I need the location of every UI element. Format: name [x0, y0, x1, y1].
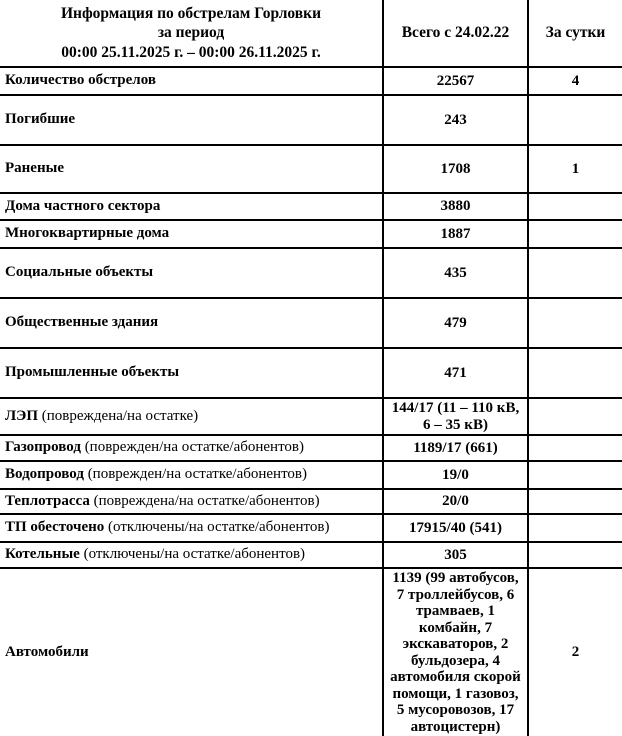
row-label [0, 461, 383, 489]
row-label-note: (повреждена/на остатке) [38, 407, 199, 424]
row-daily-value: 2 [528, 568, 622, 736]
row-label-text: Погибшие [5, 111, 76, 128]
row-label-text: Водопровод [5, 466, 84, 483]
table-row-boiler-houses [0, 542, 622, 568]
row-label-note: (поврежден/на остатке/абонентов) [83, 466, 308, 483]
row-label-note: (повреждена/на остатке/абонентов) [89, 492, 320, 509]
row-label [0, 248, 383, 298]
row-label-text: Дома частного сектора [5, 197, 161, 214]
row-label-text: Общественные здания [5, 314, 159, 331]
row-total-value: 19/0 [383, 461, 528, 489]
header-row [0, 0, 622, 67]
table-row-transformer-substations [0, 514, 622, 542]
row-label [0, 514, 383, 542]
row-daily-value: 1 [528, 145, 622, 193]
row-daily-value [528, 398, 622, 435]
row-daily-value [528, 348, 622, 398]
row-label-text: ТП обесточено [5, 519, 105, 536]
table-row-vehicles [0, 568, 622, 736]
row-label-text: Многоквартирные дома [5, 225, 170, 242]
row-label-text: Количество обстрелов [5, 72, 156, 89]
table-title-line1: Информация по обстрелам Горловки [60, 4, 322, 22]
row-total-value: 243 [383, 95, 528, 145]
row-daily-value [528, 193, 622, 220]
row-label-text: ЛЭП [5, 407, 39, 424]
table-row-heating-main [0, 489, 622, 514]
row-daily-value [528, 298, 622, 348]
row-label-text: Автомобили [5, 643, 89, 660]
row-label [0, 220, 383, 248]
row-label-text: Котельные [5, 546, 80, 563]
row-daily-value [528, 95, 622, 145]
table-row-power-lines [0, 398, 622, 435]
table-row-apartment-buildings [0, 220, 622, 248]
table-title-line3: 00:00 25.11.2025 г. – 00:00 26.11.2025 г. [61, 43, 321, 61]
column-header-total: Всего с 24.02.22 [383, 0, 528, 67]
table-row-water-pipeline [0, 461, 622, 489]
row-daily-value [528, 248, 622, 298]
table-title [0, 0, 383, 67]
row-total-value: 3880 [383, 193, 528, 220]
row-total-value: 20/0 [383, 489, 528, 514]
row-label [0, 489, 383, 514]
row-daily-value [528, 489, 622, 514]
table-row-industrial-objects [0, 348, 622, 398]
row-daily-value [528, 514, 622, 542]
row-label-text: Промышленные объекты [5, 364, 180, 381]
row-total-value: 471 [383, 348, 528, 398]
row-label [0, 435, 383, 461]
table-row-social-objects [0, 248, 622, 298]
table-row-public-buildings [0, 298, 622, 348]
table-title-line2: за период [157, 24, 225, 42]
row-total-value: 17915/40 (541) [383, 514, 528, 542]
row-total-value: 1189/17 (661) [383, 435, 528, 461]
row-total-value: 22567 [383, 67, 528, 95]
row-label-note: (поврежден/на остатке/абонентов) [80, 439, 305, 456]
row-label-text: Теплотрасса [5, 492, 90, 509]
row-label-text: Раненые [5, 160, 64, 177]
row-total-value: 1887 [383, 220, 528, 248]
column-header-daily: За сутки [528, 0, 622, 67]
row-label-note: (отключены/на остатке/абонентов) [104, 519, 330, 536]
row-label [0, 542, 383, 568]
row-total-value: 1708 [383, 145, 528, 193]
row-total-value: 144/17 (11 – 110 кВ, 6 – 35 кВ) [383, 398, 528, 435]
row-total-value: 305 [383, 542, 528, 568]
row-label [0, 145, 383, 193]
row-total-value: 1139 (99 автобусов, 7 троллейбусов, 6 трамваев, 1 комбайн, 7 экскаваторов, 2 бульдозера, 4 автомобиля скорой помощи, 1 газовоз, 5 мусоровозов, 17 автоцистерн) [383, 568, 528, 736]
row-label [0, 95, 383, 145]
row-total-value: 479 [383, 298, 528, 348]
row-label [0, 348, 383, 398]
table-row-private-houses [0, 193, 622, 220]
row-label [0, 298, 383, 348]
row-label [0, 67, 383, 95]
table-row-wounded [0, 145, 622, 193]
row-daily-value [528, 435, 622, 461]
table-row-gas-pipeline [0, 435, 622, 461]
row-daily-value: 4 [528, 67, 622, 95]
table-row-shelling-count [0, 67, 622, 95]
row-daily-value [528, 220, 622, 248]
row-label-text: Газопровод [5, 439, 81, 456]
row-daily-value [528, 542, 622, 568]
row-label [0, 398, 383, 435]
row-total-value: 435 [383, 248, 528, 298]
row-label [0, 193, 383, 220]
row-label-note: (отключены/на остатке/абонентов) [79, 546, 306, 563]
table-row-killed [0, 95, 622, 145]
row-label [0, 568, 383, 736]
row-daily-value [528, 461, 622, 489]
row-label-text: Социальные объекты [5, 264, 154, 281]
